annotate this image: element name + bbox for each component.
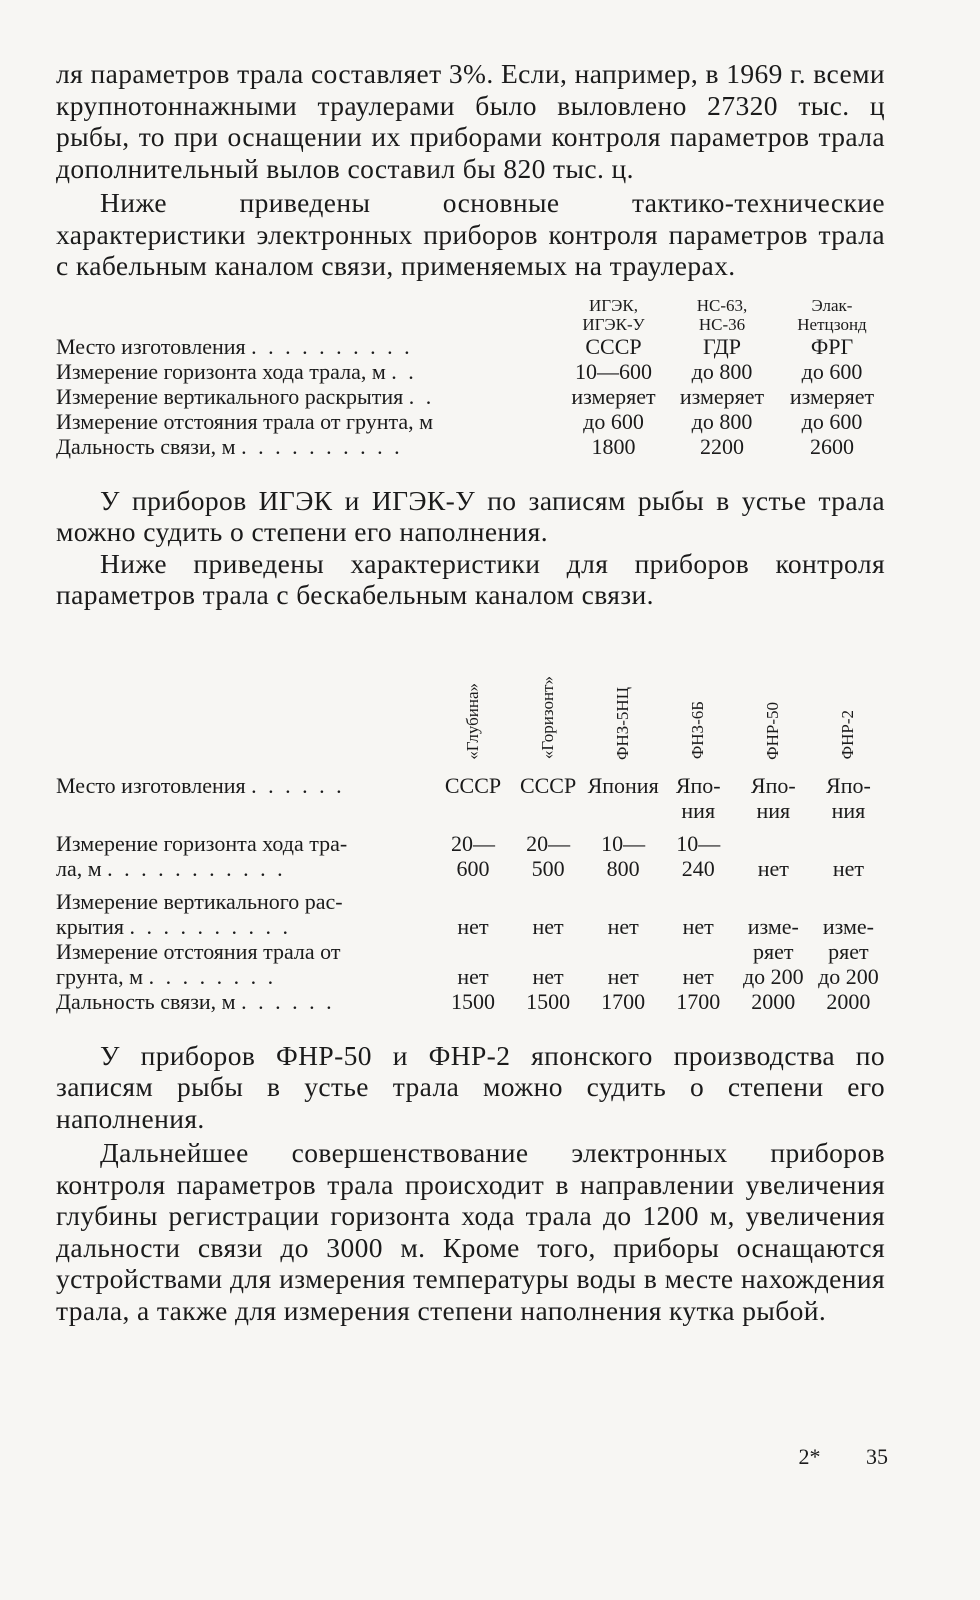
table1-row: Измерение горизонта хода трала, м . . 10—600 до 800 до 600 (56, 358, 863, 384)
paragraph-6: Дальнейшее совершенствование электронных приборов контроля параметров трала происходит в направлении увеличения глубины регистрации горизонта хода трала до 1200 м, увеличения дальности связи до 3000 м. Кроме того, приборы оснащаются устройствами для измерения температуры воды в месте нахождения трала, а также для измерения степени наполнения кутка рыбой. (56, 1137, 885, 1326)
table2-header-glubina: «Глубина» (462, 682, 482, 760)
table2-row-range: Дальность связи, м . . . . . . 1500 1500 1700 1700 2000 2000 (56, 988, 871, 1014)
table1-header-igek: ИГЭК, ИГЭК-У (582, 295, 645, 334)
table2-header-row (56, 645, 886, 765)
table2-header-fnr-50: ФНР-50 (763, 701, 783, 760)
page-footer (799, 1444, 889, 1470)
table1-row: Дальность связи, м . . . . . . . . . . 1800 2200 2600 (56, 433, 854, 459)
table2-header-gorizont: «Горизонт» (538, 676, 558, 760)
table1-row: Измерение отстояния трала от грунта, м до 600 до 800 до 600 (56, 408, 863, 434)
table1-row: Место изготовления . . . . . . . . . . СССР ГДР ФРГ (56, 333, 854, 359)
paragraph-5: У приборов ФНР-50 и ФНР-2 японского производства по записям рыбы в устье трала можно судить о степени его наполнения. (56, 1039, 885, 1134)
table1-header-ns: НС-63, НС-36 (696, 295, 748, 334)
table2-header-fnz-5nc: ФНЗ-5НЦ (613, 686, 633, 760)
paragraph-1: ля параметров трала составляет 3%. Если, например, в 1969 г. всеми крупнотоннажными траулерами было выловлено 27320 тыс. ц рыбы, то при оснащении их приборами контроля параметров трала дополнительный вылов составил бы 820 тыс. ц. (56, 58, 885, 184)
table2-row-place: Место изготовления . . . . . . СССР СССР Япония Япо- ния Япо- ния Япо- ния (56, 772, 871, 823)
table2-row-ground: Измерение отстояния трала от грунта, м . . . . . . . . нет нет нет нет ряет до 200 ряет до 200 (56, 938, 879, 989)
paragraph-2: Ниже приведены основные тактико-технические характеристики электронных приборов контроля параметров трала с кабельным каналом связи, применяемых на траулерах. (56, 187, 885, 281)
table2-row-horizon: Измерение горизонта хода тра- ла, м . . . . . . . . . . . 20— 600 20— 500 10— 800 10— 240 нет нет (56, 830, 864, 881)
page-number: 35 (866, 1444, 888, 1469)
table1-header-row (56, 296, 886, 334)
table1-header-elak: Элак- Нетцзонд (797, 295, 867, 334)
cable-devices-table (56, 296, 886, 459)
cableless-devices-table (56, 645, 886, 1014)
table2-row-vertical: Измерение вертикального рас- крытия . . . . . . . . . . нет нет нет нет изме- изме- (56, 888, 874, 939)
table1-row: Измерение вертикального раскрытия . . измеряет измеряет измеряет (56, 383, 875, 409)
table2-header-fnz-6b: ФНЗ-6Б (688, 701, 708, 760)
table2-header-fnr-2: ФНР-2 (838, 710, 858, 760)
paragraph-3: У приборов ИГЭК и ИГЭК-У по записям рыбы в устье трала можно судить о степени его наполнения. (56, 484, 885, 547)
paragraph-4: Ниже приведены характеристики для приборов контроля параметров трала с бескабельным каналом связи. (56, 547, 885, 610)
signature-mark: 2* (798, 1444, 821, 1469)
